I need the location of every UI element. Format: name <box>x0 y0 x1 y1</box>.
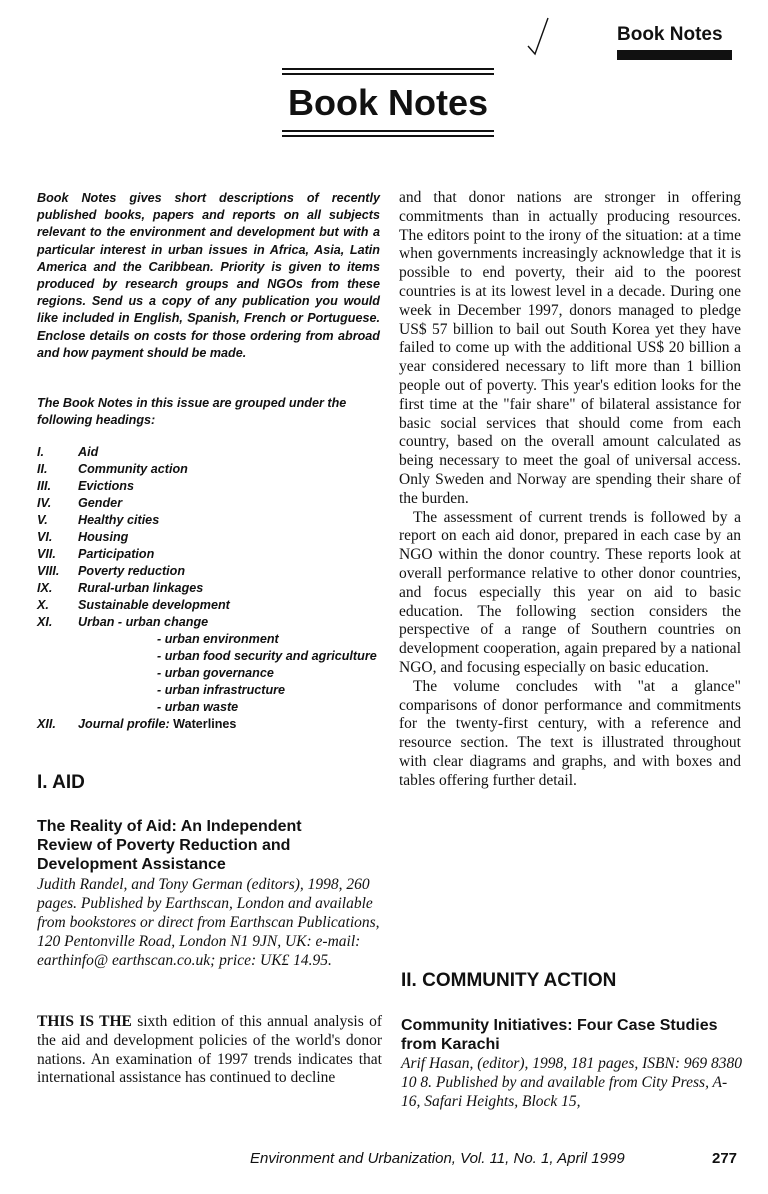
checkmark-icon <box>526 16 550 56</box>
section-heading-community-action: II. COMMUNITY ACTION <box>401 970 617 991</box>
page-title: Book Notes <box>287 82 489 123</box>
book-meta-community-initiatives: Arif Hasan, (editor), 1998, 181 pages, ISBN: 969 8380 10 8. Published by and available from City Press, A-16, Safari Heights, Block 15, <box>401 1055 742 1110</box>
paragraph: The assessment of current trends is followed by a report on each aid donor, prepared in each case by an NGO within the donor country. These reports look at overall performance relative to other donor countries, and focus especially this year on aid to basic education. The following section considers the perspective of a range of Southern countries on development cooperation, again prepared by a national NGO, and focusing especially on basic education. <box>399 508 741 676</box>
heading-item: XII. Journal profile: Waterlines <box>37 717 237 731</box>
paragraph: The volume concludes with "at a glance" comparisons of donor performance and commitments for the twenty-first century, with a reference and resource section. The text is illustrated throughout with clear diagrams and graphs, and with boxes and tables offering further detail. <box>399 677 741 789</box>
headings-list <box>37 444 387 733</box>
intro-paragraph: Book Notes gives short descriptions of recently published books, papers and reports on all subjects relevant to the environment and development but with a particular interest in urban issues in Africa, Asia, Latin America and the Caribbean. Priority is given to items produced by research groups and NGOs from these regions. Send us a copy of any publication you would like included in English, Spanish, French or Portuguese. Enclose details on costs for those ordering from abroad and how payment should be made. <box>37 191 380 360</box>
book-title-community-initiatives: Community Initiatives: Four Case Studies from Karachi <box>401 1017 718 1053</box>
running-header-bar <box>617 50 732 60</box>
heading-item: XI. Urban - urban change <box>37 615 209 629</box>
heading-subitem: - urban infrastructure <box>157 683 286 697</box>
book-review-left: THIS IS THE sixth edition of this annual analysis of the aid and development policies of the world's donor nations. An examination of 1997 trends indicates that international assistance has continued to decline <box>37 1013 382 1087</box>
heading-subitem: - urban waste <box>157 700 239 714</box>
book-review-right <box>399 189 741 791</box>
book-meta-reality-of-aid: Judith Randel, and Tony German (editors), 1998, 260 pages. Published by Earthscan, London and available from bookstores or direct from Earthscan Publications, 120 Pentonville Road, London N1 9JN, UK: e-mail: earthinfo@ earthscan.co.uk; price: UK£ 14.95. <box>37 876 380 969</box>
heading-item: I. Aid <box>37 445 99 459</box>
heading-item: VIII. Poverty reduction <box>37 564 186 578</box>
book-title-reality-of-aid: The Reality of Aid: An Independent Review of Poverty Reduction and Development Assistance <box>37 818 302 873</box>
heading-item: IX. Rural-urban linkages <box>37 581 204 595</box>
section-heading-aid: I. AID <box>37 772 85 793</box>
heading-item: X. Sustainable development <box>37 598 230 612</box>
paragraph: and that donor nations are stronger in offering commitments than in actually producing resources. The editors point to the irony of the situation: at a time when governments increasingly acknowledge that it is possible to end poverty, their aid to the poorest countries is at its lowest level in a decade. During one week in December 1997, donors managed to pledge US$ 57 billion to bail out South Korea yet they have failed to come up with the additional US$ 20 billion a year considered necessary to lift more than 1 billion people out of poverty. This year's edition looks for the first time at the "fair share" of bilateral assistance for basic social services that should come from each country, based on the overall amount calculated as being necessary to meet the goal of universal access. Only Sweden and Norway are spending their share of the burden. <box>399 189 741 507</box>
heading-item: III. Evictions <box>37 479 134 493</box>
heading-item: II. Community action <box>37 462 188 476</box>
heading-subitem: - urban food security and agriculture <box>157 649 377 663</box>
running-header-label: Book Notes <box>617 24 723 45</box>
title-rule-bottom-2 <box>282 135 494 137</box>
heading-item: IV. Gender <box>37 496 123 510</box>
grouped-note: The Book Notes in this issue are grouped under the following headings: <box>37 396 347 428</box>
heading-item: V. Healthy cities <box>37 513 160 527</box>
title-rule-top <box>282 68 494 70</box>
title-rule-top-2 <box>282 73 494 75</box>
lead-in: THIS IS THE <box>37 1013 132 1030</box>
heading-subitem: - urban governance <box>157 666 274 680</box>
heading-item: VI. Housing <box>37 530 129 544</box>
heading-subitem: - urban environment <box>157 632 279 646</box>
title-rule-bottom <box>282 130 494 132</box>
page-number: 277 <box>712 1150 738 1167</box>
journal-citation: Environment and Urbanization, Vol. 11, No. 1, April 1999 <box>250 1150 625 1167</box>
heading-item: VII. Participation <box>37 547 155 561</box>
